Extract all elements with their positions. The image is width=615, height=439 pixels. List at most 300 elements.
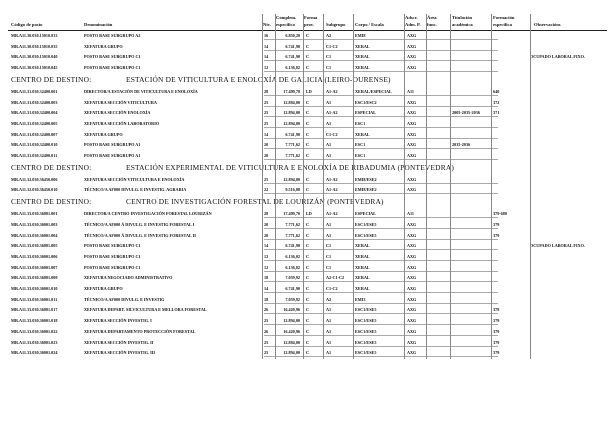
- cell-sal: 12.894,00: [283, 339, 300, 345]
- cell-adsc: A11: [407, 88, 414, 94]
- cell-subg: C1: [326, 243, 332, 249]
- cell-subg: A1-A2: [326, 211, 338, 217]
- header-corpo: Corpo / Escala: [355, 22, 384, 27]
- row-rule: [264, 281, 498, 282]
- cell-corp: ESC1/ESE5: [355, 318, 377, 324]
- cell-adsc: AXG: [407, 142, 417, 148]
- header-forma2: prov.: [304, 22, 314, 27]
- section-heading: [0, 74, 615, 86]
- cell-subg: A2-C1-C2: [326, 275, 345, 281]
- row-rule: [264, 60, 498, 61]
- cell-code: MR.A11.33.030.36001.001: [11, 211, 58, 217]
- cell-code: MR.A11.33.030.36001.017: [11, 307, 58, 313]
- column-divider: [262, 14, 263, 359]
- cell-nivel: 20: [264, 142, 269, 148]
- cell-nivel: 25: [264, 339, 269, 345]
- cell-tipo: C: [306, 243, 310, 249]
- cell-sal: 16.420,96: [283, 307, 300, 313]
- table-row: [0, 295, 615, 305]
- cell-desc: XEFATURA GRUPO: [84, 43, 123, 49]
- header-forma: Forma: [304, 15, 318, 20]
- header-tit: Titulación: [452, 15, 473, 20]
- cell-subg: A1: [326, 307, 332, 313]
- row-rule: [264, 138, 498, 139]
- table-row: [0, 151, 615, 161]
- cell-corp: ESPECIAL: [355, 211, 376, 217]
- section-label: CENTRO DE DESTINO:: [11, 74, 92, 84]
- cell-sal: 12.894,00: [283, 350, 300, 356]
- table-row: [0, 273, 615, 283]
- cell-tipo: C: [306, 253, 310, 259]
- cell-adsc: AXG: [407, 318, 417, 324]
- table-row: [0, 284, 615, 294]
- table-row: [0, 52, 615, 62]
- cell-desc: TÉCNICO/A AF000 DIVULG. E INVESTIG: [84, 296, 165, 302]
- column-divider: [530, 14, 531, 359]
- cell-desc: XEFATURA DEPART. SILVICULTURA E MELLORA FORESTAL: [84, 307, 207, 313]
- cell-desc: XEFATURA NEGOCIADO ADMINISTRATIVO: [84, 275, 173, 281]
- table-row: [0, 130, 615, 140]
- table-row: [0, 241, 615, 251]
- cell-desc: XEFATURA SECCIÓN VITICULTURA: [84, 99, 157, 105]
- cell-sal: 7.059,92: [285, 296, 300, 302]
- header-desc: Denominación: [84, 22, 113, 27]
- cell-nivel: 25: [264, 120, 269, 126]
- cell-desc: POSTO BASE SUBGRUPO C1: [84, 65, 141, 71]
- cell-code: MR.A11.30.030.15010.033: [11, 33, 58, 38]
- cell-tipo: C: [306, 131, 310, 137]
- cell-desc: TÉCNICO/A AF000 Á DIVULG. E INVESTIG FORESTAL II: [84, 232, 196, 238]
- header-adscr: Adscr.: [405, 15, 418, 20]
- cell-form: 379: [493, 328, 500, 334]
- cell-tipo: C: [306, 264, 310, 270]
- cell-subg: C1-C2: [326, 43, 338, 49]
- cell-adsc: AXG: [407, 286, 417, 291]
- cell-code: MR.A11.31.030.32400.004: [11, 110, 58, 116]
- cell-nivel: 18: [264, 275, 269, 281]
- table-row: [0, 348, 615, 358]
- header-form: Formación: [493, 15, 515, 20]
- row-rule: [264, 303, 498, 304]
- cell-tipo: C: [306, 153, 310, 158]
- table-row: [0, 252, 615, 262]
- cell-code: MR.A11.33.030.36001.003: [11, 221, 58, 227]
- cell-sal: 12.894,00: [283, 176, 300, 182]
- header-compl2: específico: [276, 22, 295, 27]
- header-nivel: Nív.: [263, 22, 271, 27]
- table-row: [0, 175, 615, 185]
- cell-form: 379: [493, 221, 500, 227]
- cell-sal: 6.136,02: [285, 264, 300, 270]
- row-rule: [264, 71, 498, 72]
- row-rule: [264, 116, 498, 117]
- cell-desc: DIRECTOR/A CENTRO INVESTIGACIÓN FORESTAL LOURIZÁN: [84, 211, 212, 217]
- cell-form: 379: [493, 350, 500, 356]
- table-row: [0, 327, 615, 337]
- cell-nivel: 16: [264, 33, 269, 38]
- cell-corp: XERAL: [355, 286, 370, 291]
- section-heading: [0, 162, 615, 174]
- cell-tipo: C: [306, 350, 310, 356]
- cell-subg: C1: [326, 264, 332, 270]
- cell-tipo: C: [306, 339, 310, 345]
- cell-nivel: 12: [264, 253, 269, 259]
- cell-adsc: AXG: [407, 275, 417, 281]
- cell-sal: 17.499,70: [283, 88, 300, 94]
- header-obs: Observacións: [534, 22, 561, 27]
- table-row: [0, 63, 615, 73]
- cell-code: MR.A11.31.030.32400.011: [11, 153, 58, 158]
- cell-subg: A1: [326, 232, 332, 238]
- cell-sal: 12.894,00: [283, 110, 300, 116]
- row-rule: [264, 127, 498, 128]
- cell-tipo: C: [306, 221, 310, 227]
- cell-desc: TÉCNICO/A AF000 DIVULG. E INVESTIG. AGRARIA: [84, 187, 187, 193]
- cell-corp: ESC1/ESE5: [355, 339, 377, 345]
- cell-sal: 16.420,96: [283, 328, 300, 334]
- section-name: ESTACIÓN EXPERIMENTAL DE VITICULTURA E ENOLOXÍA DE RIBADUMIA (PONTEVEDRA): [126, 162, 455, 172]
- row-rule: [264, 148, 498, 149]
- column-divider: [450, 14, 451, 359]
- section-label: CENTRO DE DESTINO:: [11, 162, 92, 172]
- cell-code: MR.A11.31.030.32400.010: [11, 142, 58, 148]
- cell-sal: 12.894,00: [283, 99, 300, 105]
- row-rule: [264, 346, 498, 347]
- table-row: [0, 263, 615, 273]
- cell-desc: XEFATURA SECCIÓN VITICULTURA E ENOLOXÍA: [84, 176, 185, 182]
- column-divider: [303, 14, 304, 359]
- row-rule: [264, 95, 498, 96]
- cell-desc: POSTO BASE SUBGRUPO A1: [84, 153, 141, 158]
- cell-sal: 12.894,00: [283, 318, 300, 324]
- cell-subg: C1: [326, 54, 332, 60]
- cell-nivel: 22: [264, 187, 269, 193]
- cell-subg: A1-A2: [326, 88, 338, 94]
- cell-adsc: AXG: [407, 131, 417, 137]
- cell-code: MR.A11.32.030.36450.006: [11, 176, 58, 182]
- cell-corp: EMI8/ESE2: [355, 176, 377, 182]
- cell-corp: ESC1/ESE5: [355, 328, 377, 334]
- table-row: [0, 98, 615, 108]
- cell-corp: XERAL/ESPECIAL: [355, 88, 392, 94]
- cell-subg: C1-C2: [326, 286, 338, 291]
- table-row: [0, 305, 615, 315]
- cell-desc: XEFATURA SECCIÓN LABORATORIO: [84, 120, 160, 126]
- cell-desc: XEFATURA GRUPO: [84, 131, 123, 137]
- cell-code: MR.A11.31.030.32400.007: [11, 131, 58, 137]
- cell-code: MR.A11.30.030.15010.045: [11, 65, 58, 71]
- cell-form: 640: [493, 88, 500, 94]
- cell-corp: ESC1: [355, 142, 366, 148]
- table-row: [0, 231, 615, 241]
- cell-tipo: C: [306, 328, 310, 334]
- column-divider: [323, 14, 324, 359]
- table-row: [0, 220, 615, 230]
- table-row: [0, 108, 615, 118]
- cell-tipo: C: [306, 187, 310, 193]
- row-rule: [264, 356, 498, 357]
- cell-adsc: AXG: [407, 43, 417, 49]
- cell-sal: 6.741,90: [285, 243, 300, 249]
- column-divider: [426, 14, 427, 359]
- header-tit2: académica: [452, 22, 473, 27]
- cell-form: 379: [493, 339, 500, 345]
- cell-nivel: 14: [264, 131, 269, 137]
- table-row: [0, 42, 615, 52]
- cell-adsc: AXG: [407, 187, 417, 193]
- cell-subg: A1-A2: [326, 187, 338, 193]
- header-adscr2: Adm. P.: [405, 22, 421, 27]
- cell-nivel: 25: [264, 110, 269, 116]
- cell-tipo: C: [306, 110, 310, 116]
- cell-form: 379: [493, 232, 500, 238]
- cell-tipo: C: [306, 142, 310, 148]
- cell-tipo: C: [306, 286, 310, 291]
- cell-desc: XEFATURA SECCIÓN ENOLOXÍA: [84, 110, 151, 116]
- cell-nivel: 26: [264, 307, 269, 313]
- cell-form: 379: [493, 318, 500, 324]
- header-form2: específica: [493, 22, 512, 27]
- cell-code: MR.A11.30.030.15010.040: [11, 54, 58, 60]
- cell-tipo: C: [306, 232, 310, 238]
- cell-code: MR.A11.33.030.36001.007: [11, 264, 58, 270]
- cell-sal: 6.741,90: [285, 131, 300, 137]
- cell-tipo: C: [306, 54, 310, 60]
- cell-tipo: C: [306, 33, 310, 38]
- cell-code: MR.A11.33.030.36001.011: [11, 296, 58, 302]
- cell-desc: POSTO BASE SUBGRUPO C1: [84, 253, 141, 259]
- cell-code: MR.A11.31.030.32400.003: [11, 99, 58, 105]
- cell-sal: 6.136,02: [285, 253, 300, 259]
- column-divider: [404, 14, 405, 359]
- cell-sal: 12.894,00: [283, 120, 300, 126]
- row-rule: [264, 193, 498, 194]
- table-header: [0, 0, 615, 31]
- cell-sal: 7.771,62: [285, 142, 300, 148]
- cell-nivel: 14: [264, 243, 269, 249]
- table-row: [0, 316, 615, 326]
- section-heading: [0, 196, 615, 208]
- cell-adsc: A11: [407, 211, 414, 217]
- cell-corp: EMI8/ESE2: [355, 187, 377, 193]
- section-label: CENTRO DE DESTINO:: [11, 197, 92, 207]
- row-rule: [264, 159, 498, 160]
- row-rule: [264, 335, 498, 336]
- cell-form: 379: [493, 307, 500, 313]
- header-compl: Complem.: [276, 15, 297, 20]
- cell-adsc: AXG: [407, 54, 417, 60]
- table-row: [0, 185, 615, 195]
- cell-sal: 6.136,02: [285, 65, 300, 71]
- cell-subg: A1: [326, 142, 332, 148]
- row-rule: [264, 313, 498, 314]
- cell-tipo: LD: [306, 211, 312, 217]
- cell-nivel: 20: [264, 232, 269, 238]
- cell-sal: 7.771,62: [285, 153, 300, 158]
- cell-adsc: AXG: [407, 307, 417, 313]
- header-area2: func.: [427, 22, 437, 27]
- cell-code: MR.A11.32.030.36450.010: [11, 187, 58, 193]
- cell-corp: EMI3: [355, 296, 366, 302]
- cell-corp: ESC1/ESE5: [355, 221, 377, 227]
- row-rule: [264, 260, 498, 261]
- cell-form: 371: [493, 110, 500, 116]
- row-rule: [264, 292, 498, 293]
- cell-adsc: AXG: [407, 99, 417, 105]
- cell-desc: POSTO BASE SUBGRUPO A2: [84, 33, 141, 38]
- cell-tipo: C: [306, 65, 310, 71]
- cell-adsc: AXG: [407, 328, 417, 334]
- table-row: [0, 209, 615, 219]
- cell-desc: POSTO BASE SUBGRUPO C1: [84, 54, 141, 60]
- cell-subg: A1: [326, 120, 332, 126]
- cell-tipo: C: [306, 296, 310, 302]
- cell-nivel: 18: [264, 296, 269, 302]
- cell-adsc: AXG: [407, 350, 417, 356]
- cell-corp: XERAL: [355, 65, 370, 71]
- cell-adsc: AXG: [407, 221, 417, 227]
- cell-corp: ESC1: [355, 120, 366, 126]
- cell-desc: TÉCNICO/A AF000 Á DIVULG. E INVESTIG FORESTAL I: [84, 221, 195, 227]
- cell-adsc: AXG: [407, 339, 417, 345]
- cell-corp: ESC1/ESE5: [355, 307, 377, 313]
- cell-sal: 6.741,90: [285, 43, 300, 49]
- table-row: [0, 119, 615, 129]
- row-rule: [264, 239, 498, 240]
- table-row: [0, 31, 615, 41]
- row-rule: [264, 249, 498, 250]
- cell-sal: 6.850,20: [285, 33, 300, 38]
- cell-code: MR.A11.33.030.36001.018: [11, 318, 58, 324]
- table-row: [0, 87, 615, 97]
- cell-corp: ESC1/ESC2: [355, 99, 377, 105]
- cell-adsc: AXG: [407, 243, 417, 249]
- cell-sal: 7.771,62: [285, 221, 300, 227]
- section-name: ESTACIÓN DE VITICULTURA E ENOLOXÍA DE GALICIA (LEIRO-OURENSE): [126, 74, 391, 84]
- cell-corp: EMI8: [355, 33, 366, 38]
- cell-adsc: AXG: [407, 232, 417, 238]
- row-rule: [264, 271, 498, 272]
- cell-code: MR.A11.33.030.36001.022: [11, 328, 58, 334]
- row-rule: [264, 39, 498, 40]
- cell-tipo: C: [306, 120, 310, 126]
- cell-corp: XERAL: [355, 275, 370, 281]
- cell-code: MR.A11.31.030.32400.001: [11, 88, 58, 94]
- cell-sal: 7.059,92: [285, 275, 300, 281]
- cell-nivel: 25: [264, 176, 269, 182]
- table-row: [0, 338, 615, 348]
- cell-form: 372: [493, 99, 500, 105]
- cell-subg: C1: [326, 65, 332, 71]
- row-rule: [264, 324, 498, 325]
- cell-tit: 2035-2036: [452, 142, 471, 148]
- cell-code: MR.A11.33.030.36001.005: [11, 243, 58, 249]
- cell-adsc: AXG: [407, 153, 417, 158]
- cell-corp: ESC1/ESE5: [355, 232, 377, 238]
- header-subgrupo: Subgrupo: [326, 22, 346, 27]
- header-area: Área: [427, 15, 437, 20]
- cell-subg: C1-C2: [326, 131, 338, 137]
- cell-nivel: 26: [264, 328, 269, 334]
- cell-adsc: AXG: [407, 120, 417, 126]
- cell-corp: XERAL: [355, 253, 370, 259]
- row-rule: [264, 228, 498, 229]
- cell-adsc: AXG: [407, 264, 417, 270]
- cell-desc: POSTO BASE SUBGRUPO C1: [84, 243, 141, 249]
- cell-code: MR.A11.31.030.32400.005: [11, 120, 58, 126]
- cell-subg: A1: [326, 221, 332, 227]
- cell-desc: POSTO BASE SUBGRUPO C1: [84, 264, 141, 270]
- cell-desc: XEFATURA SECCIÓN INVESTIG. I: [84, 318, 152, 324]
- cell-subg: A1: [326, 99, 332, 105]
- cell-code: MR.A11.33.030.36001.024: [11, 350, 58, 356]
- row-rule: [264, 106, 498, 107]
- section-name: CENTRO DE INVESTIGACIÓN FORESTAL DE LOURIZÁN (PONTEVEDRA): [126, 197, 384, 207]
- cell-tipo: C: [306, 318, 310, 324]
- cell-subg: A1-A2: [326, 110, 338, 116]
- cell-code: MR.A11.33.030.36001.006: [11, 253, 58, 259]
- cell-code: MR.A11.30.030.15010.035: [11, 43, 58, 49]
- cell-adsc: AXG: [407, 110, 417, 116]
- table-row: [0, 140, 615, 150]
- cell-subg: A1: [326, 153, 332, 158]
- cell-desc: XEFATURA SECCIÓN INVESTIG. II: [84, 339, 154, 345]
- cell-obs: OCUPADO LABORAL FIXO.: [530, 54, 585, 60]
- cell-subg: A2: [326, 33, 332, 38]
- cell-adsc: AXG: [407, 33, 417, 38]
- cell-corp: ESC1: [355, 153, 366, 158]
- cell-nivel: 12: [264, 264, 269, 270]
- row-rule: [264, 183, 498, 184]
- cell-tipo: LD: [306, 88, 312, 94]
- cell-code: MR.A11.33.030.36001.009: [11, 275, 58, 281]
- cell-sal: 17.499,70: [283, 211, 300, 217]
- cell-adsc: AXG: [407, 176, 417, 182]
- cell-tit: 2005-2035-2036: [452, 110, 480, 116]
- cell-corp: XERAL: [355, 43, 370, 49]
- cell-nivel: 12: [264, 65, 269, 71]
- column-divider: [491, 14, 492, 359]
- cell-corp: ESC1/ESE5: [355, 350, 377, 356]
- column-divider: [353, 14, 354, 359]
- cell-nivel: 14: [264, 286, 269, 291]
- cell-subg: A2: [326, 296, 332, 302]
- cell-corp: XERAL: [355, 54, 370, 60]
- cell-sal: 6.741,90: [285, 286, 300, 291]
- cell-nivel: 25: [264, 318, 269, 324]
- header-code: Código de posto: [11, 22, 43, 27]
- column-divider: [275, 14, 276, 359]
- cell-sal: 9.516,08: [285, 187, 300, 193]
- cell-subg: A1: [326, 339, 332, 345]
- cell-corp: XERAL: [355, 243, 370, 249]
- cell-subg: A1: [326, 328, 332, 334]
- cell-adsc: AXG: [407, 65, 417, 71]
- cell-desc: XEFATURA SECCIÓN INVESTIG. III: [84, 350, 156, 356]
- cell-tipo: C: [306, 43, 310, 49]
- cell-nivel: 25: [264, 99, 269, 105]
- cell-nivel: 14: [264, 54, 269, 60]
- cell-subg: C1: [326, 253, 332, 259]
- cell-nivel: 28: [264, 211, 269, 217]
- cell-sal: 7.771,62: [285, 232, 300, 238]
- cell-desc: XEFATURA DEPARTAMENTO PROTECCIÓN FORESTAL: [84, 328, 196, 334]
- cell-code: MR.A11.33.030.36001.010: [11, 286, 58, 291]
- cell-obs: OCUPADO LABORAL FIXO.: [530, 243, 585, 249]
- cell-tipo: C: [306, 275, 310, 281]
- cell-subg: A1: [326, 318, 332, 324]
- cell-adsc: AXG: [407, 253, 417, 259]
